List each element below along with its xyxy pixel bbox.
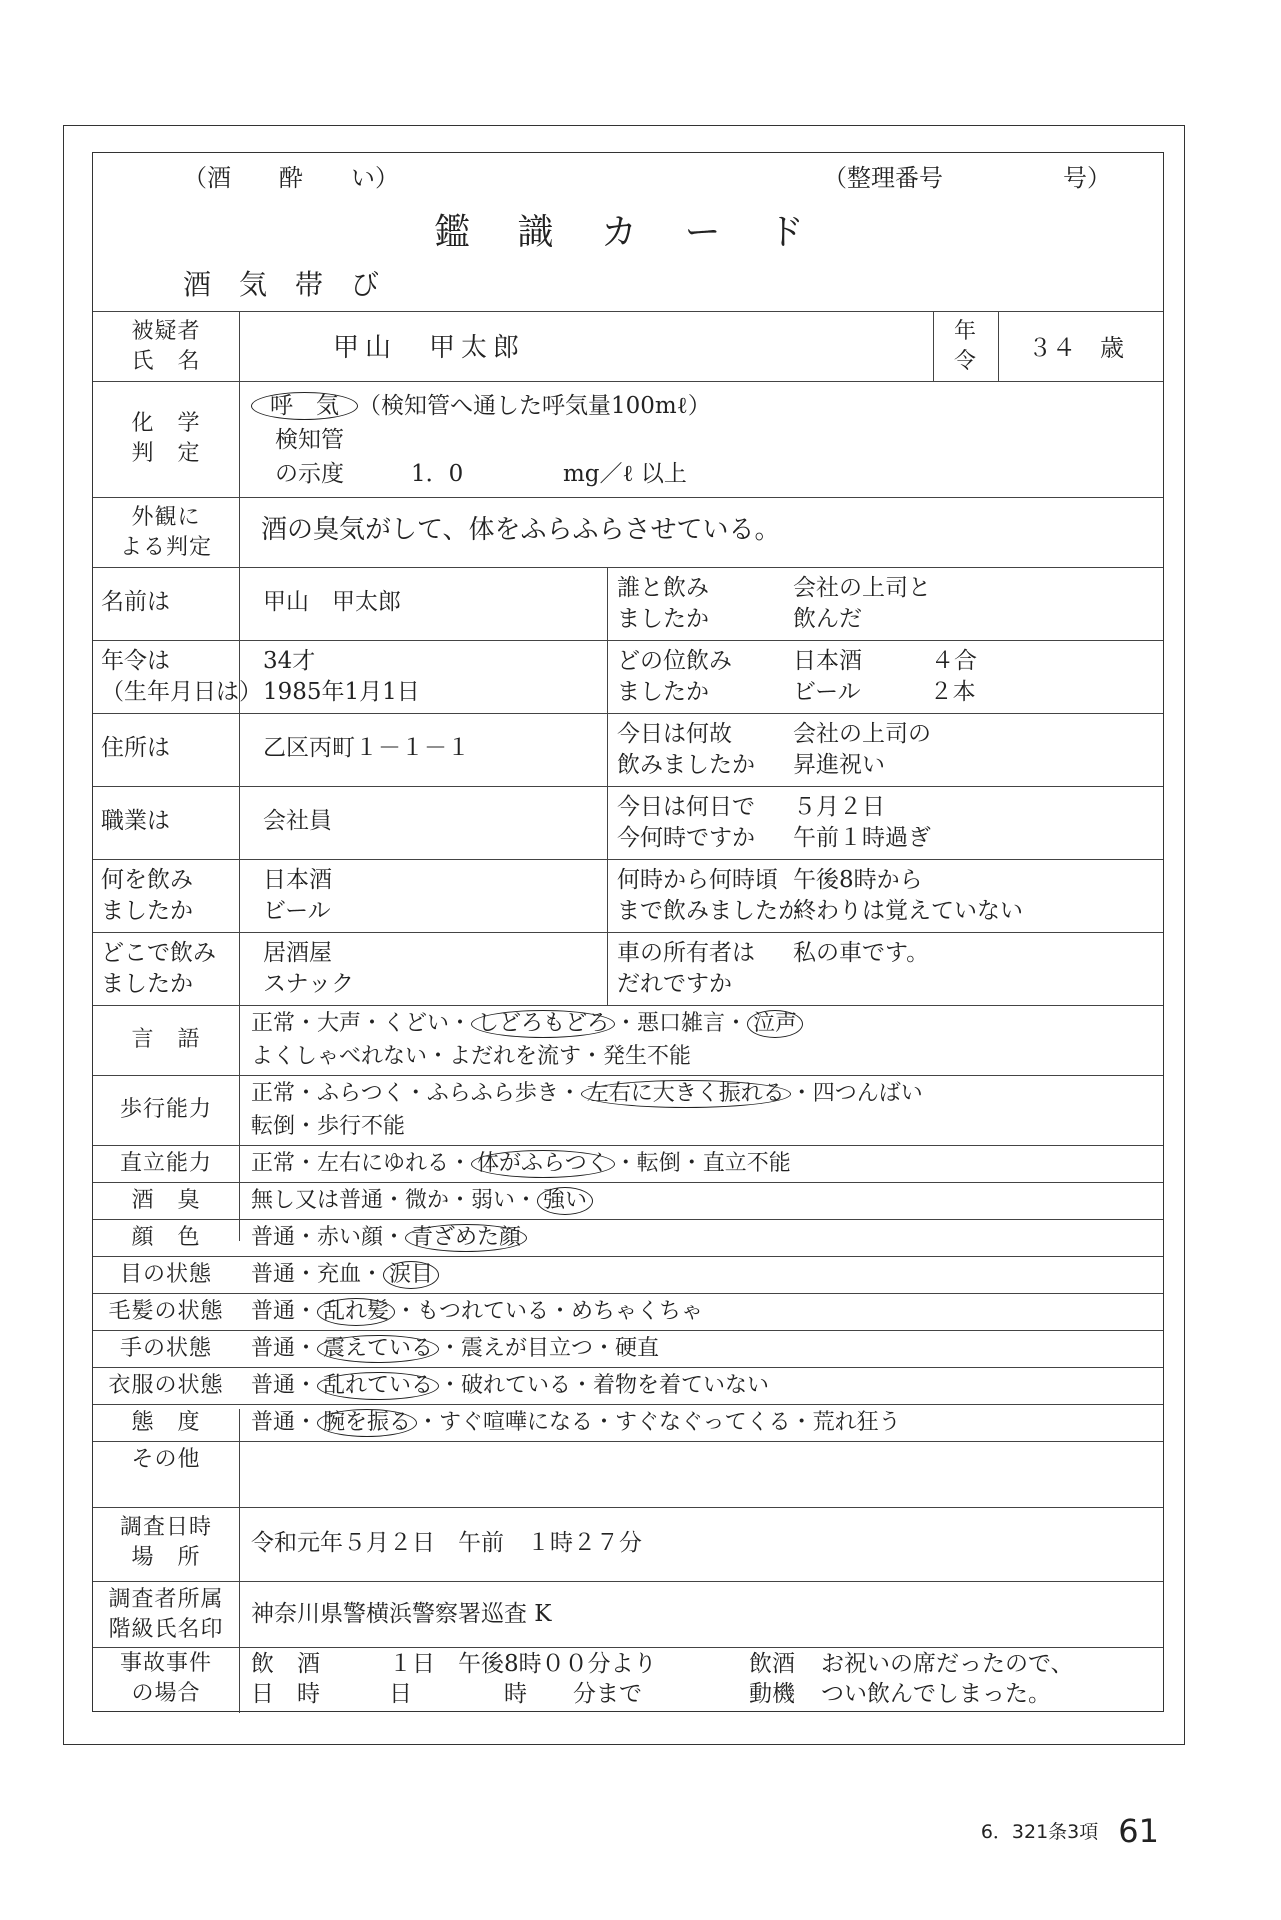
drink-time-label: 飲 酒 日 時: [251, 1651, 320, 1707]
appearance-text: 酒の臭気がして、体をふらふらさせている。: [261, 515, 781, 545]
qa-right-answer: 私の車です。: [793, 940, 930, 966]
option-text: 普通・充血・: [251, 1262, 384, 1287]
qa-right-question: 今日は何日で 今何時ですか: [617, 794, 755, 851]
appraisal-card: [92, 152, 1164, 1712]
option-text: ・四つんばい: [790, 1081, 923, 1106]
option-text: 正常・左右にゆれる・: [251, 1151, 472, 1176]
option-text: 普通・: [251, 1299, 318, 1324]
qa-right-question: 誰と飲み ましたか: [617, 575, 709, 632]
option-text: よくしゃべれない・よだれを流す・発生不能: [251, 1044, 692, 1069]
observation-label: 衣服の状態: [108, 1372, 224, 1398]
option-text: ・震えが目立つ・硬直: [439, 1336, 660, 1361]
reading-unit: mg／ℓ 以上: [563, 461, 687, 487]
option-text: 普通・: [251, 1410, 318, 1435]
number-label: （整理番号 号）: [823, 164, 1111, 192]
qa-left-answer: 34才 1985年1月1日: [263, 648, 420, 705]
observation-label: 手の状態: [119, 1335, 212, 1361]
option-text: ・もつれている・めちゃくちゃ: [395, 1299, 704, 1324]
motive-label: 飲酒 動機: [749, 1651, 795, 1707]
qa-left-question: 名前は: [101, 589, 170, 615]
observation-options: [251, 1259, 439, 1290]
qa-right-answer: 会社の上司と 飲んだ: [793, 575, 931, 632]
option-text: 普通・赤い顔・: [251, 1225, 406, 1250]
option-text: 正常・大声・くどい・: [251, 1011, 472, 1036]
observation-options: [251, 1041, 691, 1072]
qa-left-question: 住所は: [101, 735, 170, 761]
observation-label: 態 度: [131, 1409, 201, 1435]
selected-option: 乱れている: [317, 1372, 439, 1400]
qa-right-answer: 日本酒 ４合 ビール ２本: [793, 648, 977, 705]
observation-label: 言 語: [131, 1027, 201, 1052]
investigator-text: 神奈川県警横浜警察署巡査 K: [251, 1601, 552, 1627]
investigation-text: 令和元年５月２日 午前 １時２７分: [251, 1530, 642, 1556]
suspect-name: 甲山 甲太郎: [333, 333, 526, 363]
selected-option: しどろもどろ: [471, 1010, 615, 1038]
qa-right-answer: ５月２日 午前１時過ぎ: [793, 794, 931, 851]
qa-left-answer: 乙区丙町１－１－１: [263, 735, 470, 761]
card-title: 鑑 識 カ ー ド: [434, 212, 822, 253]
qa-right-question: どの位飲み ましたか: [617, 648, 732, 705]
selected-option: 震えている: [317, 1335, 439, 1363]
qa-left-question: 何を飲み ましたか: [101, 867, 193, 924]
section-ref: 6．321条3項: [980, 1821, 1099, 1843]
qa-left-answer: 居酒屋 スナック: [263, 940, 355, 997]
page-footer: [981, 1812, 1159, 1850]
observation-options: [251, 1407, 901, 1438]
observation-options: [251, 1222, 527, 1253]
observation-options: [251, 1370, 769, 1401]
observation-options: [251, 1111, 405, 1142]
option-text: ・悪口雑言・: [615, 1011, 748, 1036]
qa-right-question: 何時から何時頃 まで飲みましたか: [617, 867, 801, 924]
motive-text: お祝いの席だったので、 つい飲んでしまった。: [821, 1651, 1074, 1707]
tube-label: 検知管: [275, 427, 344, 453]
observation-options: [251, 1008, 803, 1039]
selected-option: 体がふらつく: [471, 1150, 615, 1178]
observation-options: [251, 1148, 791, 1179]
reading-value: 1．0: [411, 461, 464, 487]
qa-left-answer: 日本酒 ビール: [263, 867, 332, 924]
suspect-age: ３４ 歳: [1028, 334, 1124, 362]
qa-left-answer: 甲山 甲太郎: [263, 589, 401, 615]
option-text: 無し又は普通・微か・弱い・: [251, 1188, 538, 1213]
age-label: 年 令: [953, 319, 977, 374]
breath-note: （検知管へ通した呼気量100mℓ）: [358, 393, 711, 419]
option-text: 転倒・歩行不能: [251, 1114, 406, 1139]
reading-label: の示度: [275, 461, 344, 487]
qa-left-answer: 会社員: [263, 808, 332, 834]
selected-option: 乱れ髪: [317, 1298, 395, 1326]
selected-option: 腕を振る: [317, 1409, 417, 1437]
breath-circled: 呼 気: [251, 392, 358, 420]
card-subtitle: 酒 気 帯 び: [183, 268, 380, 301]
option-text: ・転倒・直立不能: [614, 1151, 791, 1176]
qa-right-answer: 午後8時から 終わりは覚えていない: [793, 867, 1023, 924]
observation-label: 歩行能力: [119, 1097, 212, 1122]
selected-option: 涙目: [383, 1261, 439, 1289]
incident-label: 事故事件 の場合: [119, 1651, 212, 1706]
investigator-label: 調査者所属 階級氏名印: [108, 1587, 224, 1642]
breath-line: [251, 391, 711, 422]
chemical-label: 化 学 判 定: [131, 411, 201, 466]
observation-label: 目の状態: [119, 1261, 212, 1287]
observation-label: 毛髪の状態: [108, 1298, 224, 1324]
selected-option: 左右に大きく振れる: [581, 1080, 791, 1108]
investigation-label: 調査日時 場 所: [119, 1515, 212, 1570]
other-label: その他: [131, 1447, 201, 1472]
observation-label: 顔 色: [131, 1224, 201, 1250]
observation-label: 直立能力: [119, 1150, 212, 1176]
option-text: ・すぐ喧嘩になる・すぐなぐってくる・荒れ狂う: [417, 1410, 901, 1435]
category-label: （酒 酔 い）: [183, 164, 399, 192]
qa-right-answer: 会社の上司の 昇進祝い: [793, 721, 931, 778]
observation-options: [251, 1333, 659, 1364]
observation-options: [251, 1296, 703, 1327]
qa-right-question: 車の所有者は だれですか: [617, 940, 755, 997]
option-text: 普通・: [251, 1336, 318, 1361]
selected-option: 泣声: [747, 1010, 803, 1038]
qa-right-question: 今日は何故 飲みましたか: [617, 721, 755, 778]
page-number: 61: [1118, 1812, 1159, 1850]
observation-label: 酒 臭: [131, 1187, 201, 1213]
qa-left-question: 年令は （生年月日は）: [101, 648, 262, 705]
option-text: 正常・ふらつく・ふらふら歩き・: [251, 1081, 581, 1106]
selected-option: 青ざめた顔: [405, 1224, 527, 1252]
observation-options: [251, 1078, 923, 1109]
qa-left-question: 職業は: [101, 808, 170, 834]
observation-options: [251, 1185, 593, 1216]
name-label: 被疑者 氏 名: [131, 319, 201, 374]
option-text: ・破れている・着物を着ていない: [439, 1373, 770, 1398]
selected-option: 強い: [537, 1187, 593, 1215]
qa-left-question: どこで飲み ましたか: [101, 940, 216, 997]
option-text: 普通・: [251, 1373, 318, 1398]
drink-time: １日 午後8時００分より 日 時 分まで: [389, 1651, 657, 1707]
appearance-label: 外観に よる判定: [119, 505, 212, 560]
